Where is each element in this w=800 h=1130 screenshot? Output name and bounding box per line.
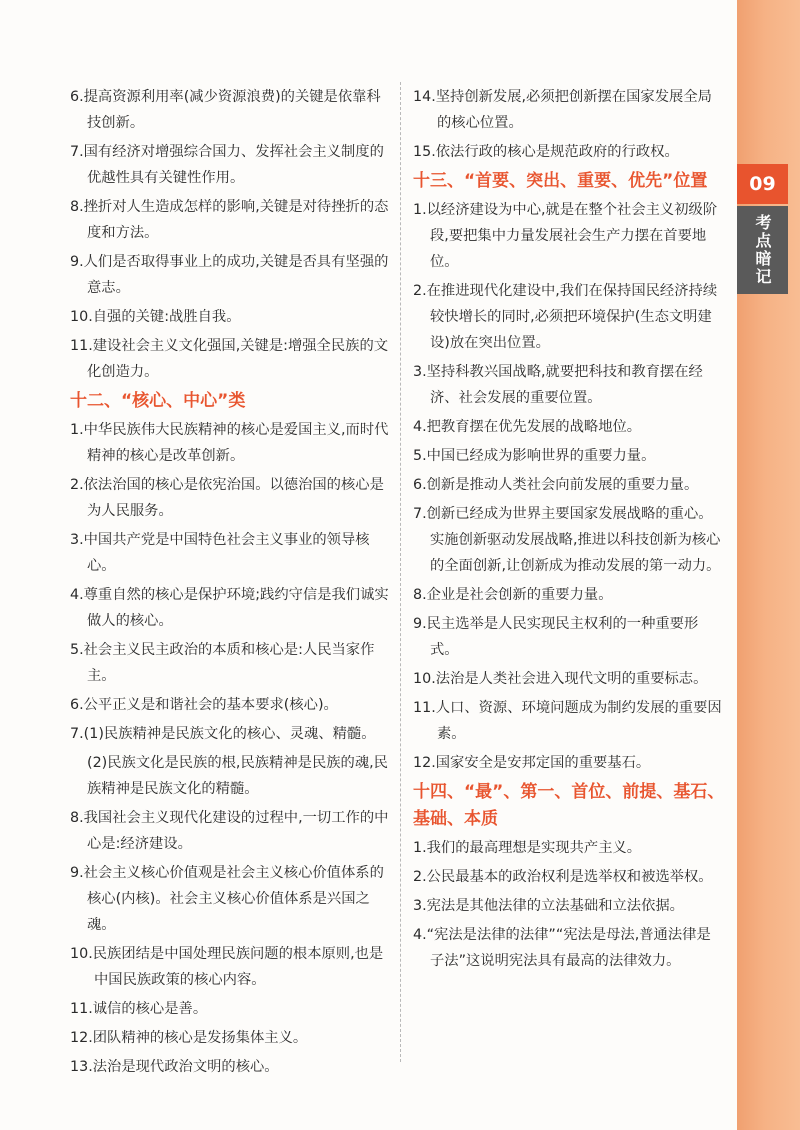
section-heading: 十三、“首要、突出、重要、优先”位置 <box>413 171 708 191</box>
list-item: 10.法治是人类社会进入现代文明的重要标志。 <box>413 671 708 687</box>
list-item: 11.诚信的核心是善。 <box>70 1001 208 1017</box>
section-heading: 十二、“核心、中心”类 <box>70 391 246 411</box>
chapter-number: 09 <box>737 164 788 204</box>
column-divider <box>400 82 401 1062</box>
list-item: 12.国家安全是安邦定国的重要基石。 <box>413 755 651 771</box>
list-item: 7.(1)民族精神是民族文化的核心、灵魂、精髓。 <box>70 726 376 742</box>
list-item: 9.社会主义核心价值观是社会主义核心价值体系的核心(内核)。社会主义核心价值体系是兴国之魂。 <box>70 865 384 933</box>
list-item: 3.中国共产党是中国特色社会主义事业的领导核心。 <box>70 532 370 574</box>
list-item: 2.在推进现代化建设中,我们在保持国民经济持续较快增长的同时,必须把环境保护(生态文明建设)放在突出位置。 <box>413 283 718 351</box>
list-item: 11.人口、资源、环境问题成为制约发展的重要因素。 <box>413 700 722 742</box>
list-item: 14.坚持创新发展,必须把创新摆在国家发展全局的核心位置。 <box>413 89 712 131</box>
list-item: 8.我国社会主义现代化建设的过程中,一切工作的中心是:经济建设。 <box>70 810 389 852</box>
chapter-label: 考点暗记 <box>737 206 788 294</box>
side-tab <box>737 0 800 1130</box>
list-item: 6.提高资源利用率(减少资源浪费)的关键是依靠科技创新。 <box>70 89 381 131</box>
list-item: 1.中华民族伟大民族精神的核心是爱国主义,而时代精神的核心是改革创新。 <box>70 422 389 464</box>
list-item: 11.建设社会主义文化强国,关键是:增强全民族的文化创造力。 <box>70 338 389 380</box>
list-item: 2.依法治国的核心是依宪治国。以德治国的核心是为人民服务。 <box>70 477 384 519</box>
list-item: 1.以经济建设为中心,就是在整个社会主义初级阶段,要把集中力量发展社会生产力摆在首要地位。 <box>413 202 718 270</box>
list-item: 10.民族团结是中国处理民族问题的根本原则,也是中国民族政策的核心内容。 <box>70 946 384 988</box>
list-item: 2.公民最基本的政治权利是选举权和被选举权。 <box>413 869 713 885</box>
list-item: 5.社会主义民主政治的本质和核心是:人民当家作主。 <box>70 642 375 684</box>
list-item: 8.企业是社会创新的重要力量。 <box>413 587 613 603</box>
list-item: 1.我们的最高理想是实现共产主义。 <box>413 840 642 856</box>
list-item: 9.人们是否取得事业上的成功,关键是否具有坚强的意志。 <box>70 254 389 296</box>
list-item: 8.挫折对人生造成怎样的影响,关键是对待挫折的态度和方法。 <box>70 199 389 241</box>
list-item: 4.“宪法是法律的法律”“宪法是母法,普通法律是子法”这说明宪法具有最高的法律效力。 <box>413 927 711 969</box>
list-item: 4.把教育摆在优先发展的战略地位。 <box>413 419 642 435</box>
left-column <box>70 84 392 1083</box>
list-item: 10.自强的关键:战胜自我。 <box>70 309 241 325</box>
list-item: 15.依法行政的核心是规范政府的行政权。 <box>413 144 679 160</box>
list-item: 7.国有经济对增强综合国力、发挥社会主义制度的优越性具有关键性作用。 <box>70 144 384 186</box>
list-item: 5.中国已经成为影响世界的重要力量。 <box>413 448 656 464</box>
list-item: 3.宪法是其他法律的立法基础和立法依据。 <box>413 898 684 914</box>
list-item: 9.民主选举是人民实现民主权利的一种重要形式。 <box>413 616 699 658</box>
list-item: 12.团队精神的核心是发扬集体主义。 <box>70 1030 308 1046</box>
list-item: 6.公平正义是和谐社会的基本要求(核心)。 <box>70 697 338 713</box>
list-item: 4.尊重自然的核心是保护环境;践约守信是我们诚实做人的核心。 <box>70 587 389 629</box>
list-item: (2)民族文化是民族的根,民族精神是民族的魂,民族精神是民族文化的精髓。 <box>87 755 388 797</box>
section-heading: 十四、“最”、第一、首位、前提、基石、基础、本质 <box>413 782 725 829</box>
list-item: 13.法治是现代政治文明的核心。 <box>70 1059 279 1075</box>
list-item: 7.创新已经成为世界主要国家发展战略的重心。实施创新驱动发展战略,推进以科技创新为核心的全面创新,让创新成为推动发展的第一动力。 <box>413 506 721 574</box>
right-column <box>413 84 725 977</box>
list-item: 6.创新是推动人类社会向前发展的重要力量。 <box>413 477 699 493</box>
list-item: 3.坚持科教兴国战略,就要把科技和教育摆在经济、社会发展的重要位置。 <box>413 364 703 406</box>
